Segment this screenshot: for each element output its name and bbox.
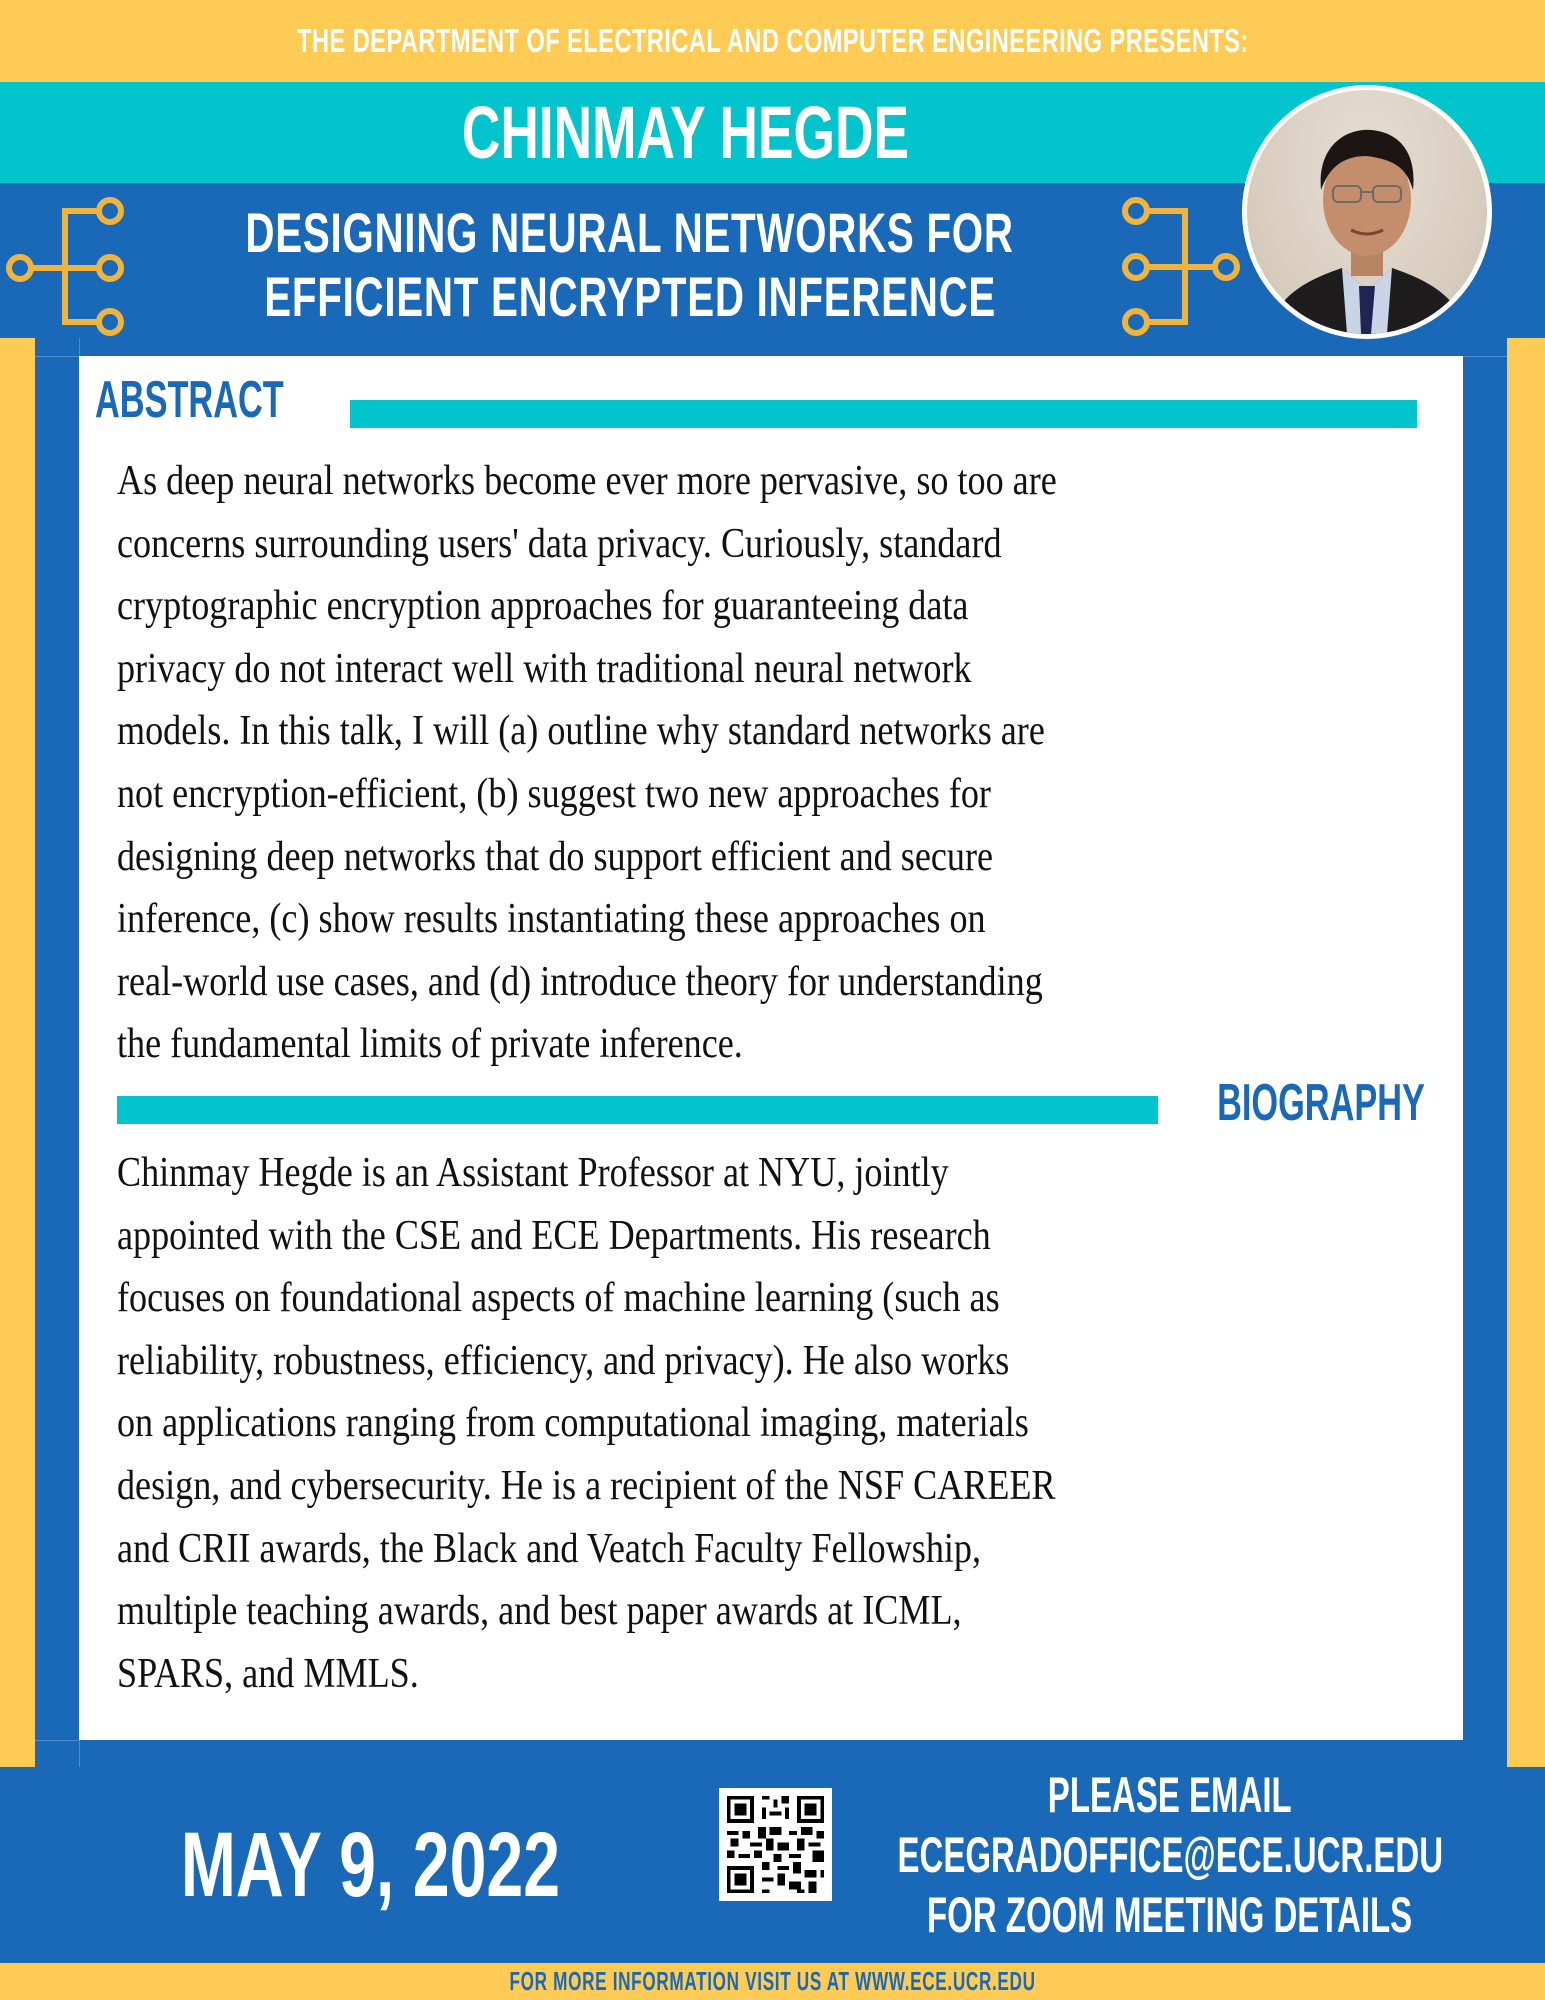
circuit-right-icon [1110, 183, 1250, 343]
abstract-line: models. In this talk, I will (a) outline why standard networks are [117, 708, 1045, 755]
abstract-line: cryptographic encryption approaches for guaranteeing data [117, 583, 969, 630]
talk-title-line-1: DESIGNING NEURAL NETWORKS FOR [245, 201, 1015, 264]
contact-email-link[interactable]: ECEGRADOFFICE@ECE.UCR.EDU [897, 1827, 1443, 1883]
frame-divider [35, 1740, 79, 1741]
frame-divider [79, 338, 80, 356]
contact-info [860, 1765, 1480, 1945]
left-blue-frame [35, 338, 79, 1767]
frame-divider [79, 1740, 80, 1767]
abstract-line: real-world use cases, and (d) introduce theory for understanding [117, 958, 1043, 1005]
right-yellow-strip [1507, 338, 1545, 1767]
speaker-portrait [1242, 85, 1492, 339]
right-blue-frame [1463, 338, 1507, 1767]
abstract-line: designing deep networks that do support efficient and secure [117, 833, 994, 880]
contact-line-1: PLEASE EMAIL [1048, 1767, 1292, 1823]
biography-line: SPARS, and MMLS. [117, 1650, 419, 1697]
abstract-line: concerns surrounding users' data privacy. Curiously, standard [117, 520, 1002, 567]
frame-divider [1463, 356, 1507, 357]
abstract-body [117, 450, 1457, 1076]
biography-line: multiple teaching awards, and best paper awards at ICML, [117, 1588, 962, 1635]
event-date [120, 1800, 620, 1930]
biography-line: on applications ranging from computational imaging, materials [117, 1400, 1029, 1447]
abstract-heading-text: ABSTRACT [95, 371, 284, 429]
footer-website-link[interactable]: FOR MORE INFORMATION VISIT US AT WWW.ECE.UCR.EDU [509, 1966, 1036, 1996]
left-yellow-strip [0, 338, 35, 1767]
biography-line: Chinmay Hegde is an Assistant Professor at NYU, jointly [117, 1150, 949, 1196]
biography-heading [1160, 1073, 1425, 1133]
abstract-heading [95, 370, 355, 430]
talk-title-line-2: EFFICIENT ENCRYPTED INFERENCE [264, 265, 996, 328]
abstract-divider [350, 400, 1417, 428]
contact-line-3: FOR ZOOM MEETING DETAILS [927, 1887, 1413, 1943]
abstract-line: not encryption-efficient, (b) suggest two new approaches for [117, 770, 991, 817]
abstract-line: the fundamental limits of private inference. [117, 1021, 743, 1068]
talk-title [130, 195, 1130, 335]
biography-divider [117, 1096, 1158, 1124]
biography-line: design, and cybersecurity. He is a recipient of the NSF CAREER [117, 1462, 1056, 1509]
event-date-text: MAY 9, 2022 [180, 1813, 560, 1916]
biography-line: and CRII awards, the Black and Veatch Faculty Fellowship, [117, 1525, 982, 1572]
speaker-name [0, 82, 1370, 183]
abstract-line: As deep neural networks become ever more pervasive, so too are [117, 458, 1057, 504]
presenter-line [0, 0, 1545, 82]
biography-heading-text: BIOGRAPHY [1217, 1074, 1425, 1132]
presenter-line-text: THE DEPARTMENT OF ELECTRICAL AND COMPUTER ENGINEERING PRESENTS: [296, 22, 1249, 59]
biography-line: reliability, robustness, efficiency, and privacy). He also works [117, 1337, 1010, 1384]
biography-line: appointed with the CSE and ECE Departments. His research [117, 1212, 991, 1259]
biography-line: focuses on foundational aspects of machine learning (such as [117, 1275, 1000, 1322]
portrait-person-icon [1247, 90, 1487, 334]
qr-code-icon[interactable] [719, 1788, 832, 1901]
footer [0, 1963, 1545, 2000]
frame-divider [35, 356, 79, 357]
circuit-left-icon [0, 183, 140, 343]
abstract-line: privacy do not interact well with traditional neural network [117, 645, 972, 692]
abstract-line: inference, (c) show results instantiating these approaches on [117, 896, 986, 943]
biography-body [117, 1142, 1457, 1705]
speaker-name-text: CHINMAY HEGDE [461, 91, 909, 174]
